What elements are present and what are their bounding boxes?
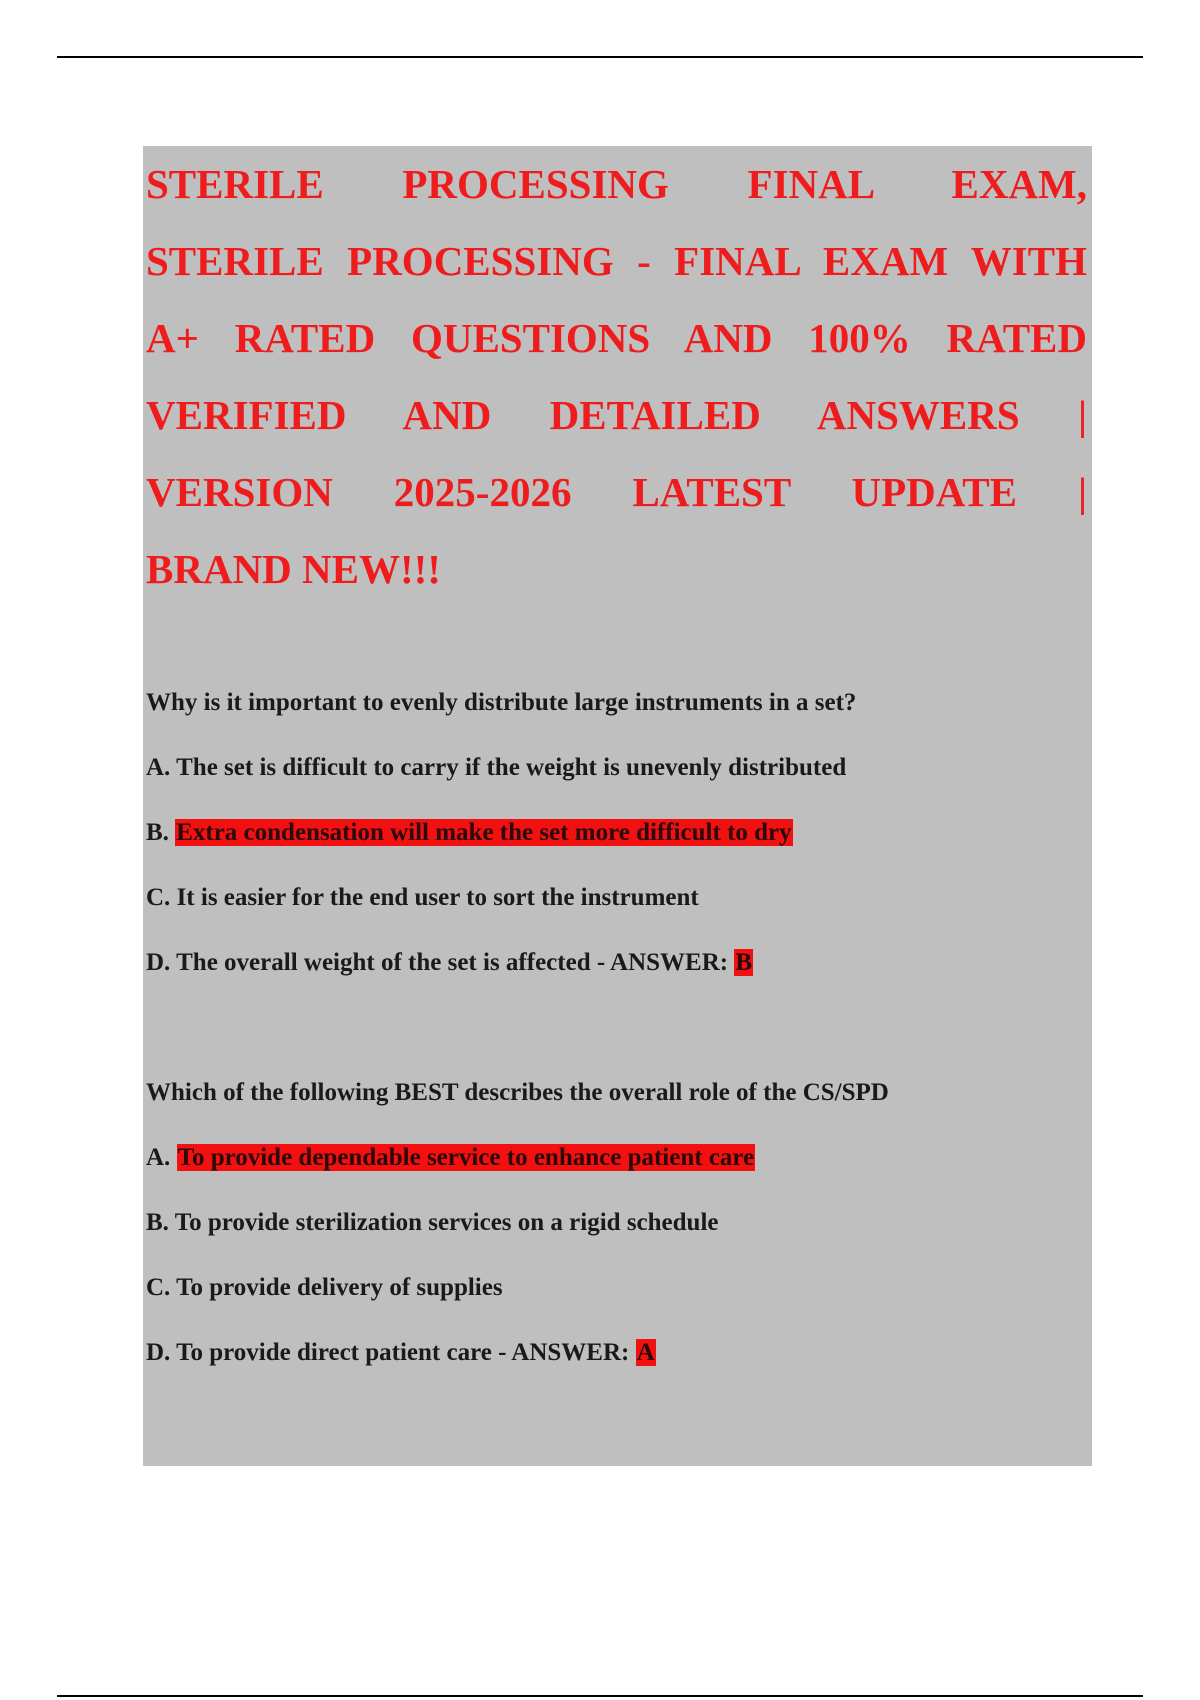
option-letter: B.: [146, 819, 169, 846]
question-1-text: Why is it important to evenly distribute large instruments in a set?: [146, 689, 857, 716]
option-text: To provide delivery of supplies: [176, 1274, 503, 1301]
title-line: A+ RATED QUESTIONS AND 100% RATED: [146, 315, 1087, 361]
option-letter: A.: [146, 1144, 171, 1171]
option-text: It is easier for the end user to sort the instrument: [176, 884, 699, 911]
question-2-option-b: [146, 1206, 719, 1240]
option-text: The overall weight of the set is affected - ANSWER:: [176, 949, 729, 976]
option-letter: C.: [146, 1274, 171, 1301]
option-letter: B.: [146, 1209, 169, 1236]
title-line: VERSION 2025-2026 LATEST UPDATE |: [146, 469, 1087, 515]
title-line: BRAND NEW!!!: [146, 546, 441, 592]
question-1-option-d: [146, 946, 753, 980]
option-letter: D.: [146, 949, 171, 976]
option-letter: D.: [146, 1339, 171, 1366]
option-text-highlighted: Extra condensation will make the set more difficult to dry: [176, 819, 792, 846]
answer-key: B: [735, 949, 753, 976]
header-rule: [57, 56, 1143, 58]
option-text-highlighted: To provide dependable service to enhance patient care: [177, 1144, 755, 1171]
question-1-option-a: [146, 751, 846, 785]
question-2-option-d: [146, 1336, 656, 1370]
document-content: [143, 146, 1092, 1466]
option-letter: A.: [146, 754, 171, 781]
question-1-option-b: [146, 816, 793, 850]
option-text: To provide sterilization services on a rigid schedule: [174, 1209, 719, 1236]
question-2-option-a: [146, 1141, 755, 1175]
title-line: STERILE PROCESSING - FINAL EXAM WITH: [146, 238, 1087, 284]
option-text: To provide direct patient care - ANSWER:: [176, 1339, 630, 1366]
title-line: VERIFIED AND DETAILED ANSWERS |: [146, 392, 1087, 438]
question-2-option-c: [146, 1271, 503, 1305]
document-title: [146, 146, 1087, 608]
question-1-option-c: [146, 881, 699, 915]
answer-key: A: [636, 1339, 655, 1366]
option-letter: C.: [146, 884, 171, 911]
title-line: STERILE PROCESSING FINAL EXAM,: [146, 161, 1087, 207]
footer-rule: [57, 1695, 1143, 1697]
option-text: The set is difficult to carry if the weight is unevenly distributed: [176, 754, 847, 781]
question-2-text: Which of the following BEST describes the overall role of the CS/SPD: [146, 1079, 889, 1106]
